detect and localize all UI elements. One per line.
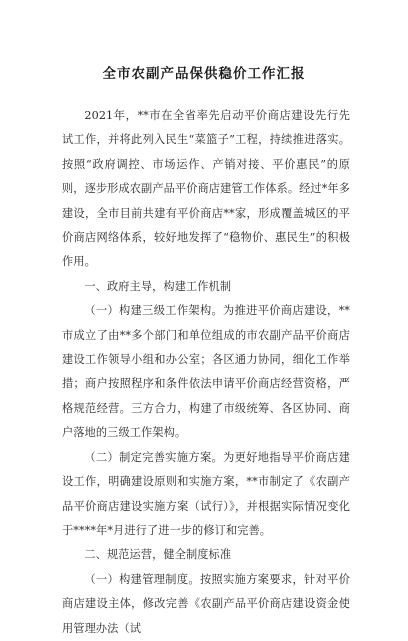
paragraph-1-1: （一）构建三级工作架构。为推进平价商店建设，**市成立了由**多个部门和单位组成的市农副产品平价商店建设工作领导小组和办公室；各区通力协同，细化工作举措；商户按照程序和条件依法申请平价商店经营资格，严格规范经营。三方合力，构建了市级统筹、各区协同、商户落地的三级工作架构。: [62, 304, 350, 440]
intro-paragraph: 2021年，**市在全省率先启动平价商店建设先行先试工作，并将此列入民生“菜篮子”工程，持续推进落实。按照“政府调控、市场运作、产销对接、平价惠民”的原则，逐步形成农副产品平价商店建管工作体系。经过*年多建设，全市目前共建有平价商店**家，形成覆盖城区的平价商店网络体系，较好地发挥了“稳物价、惠民生”的积极作用。: [62, 109, 350, 269]
section-heading-2: 二、规范运营，健全制度标准: [84, 548, 232, 562]
paragraph-1-2: （二）制定完善实施方案。为更好地指导平价商店建设工作，明确建设原则和实施方案，**市制定了《农副产品平价商店建设实施方案（试行）》，并根据实际情况变化于****年*月进行了进一步的修订和完善。: [62, 450, 350, 537]
paragraph-2-1: （一）构建管理制度。按照实施方案要求，针对平价商店建设主体，修改完善《农副产品平价商店建设资金使用管理办法（试: [62, 572, 350, 635]
section-heading-1: 一、政府主导，构建工作机制: [84, 279, 232, 293]
document-body: [62, 104, 350, 641]
document-title: 全市农副产品保供稳价工作汇报: [102, 66, 306, 82]
